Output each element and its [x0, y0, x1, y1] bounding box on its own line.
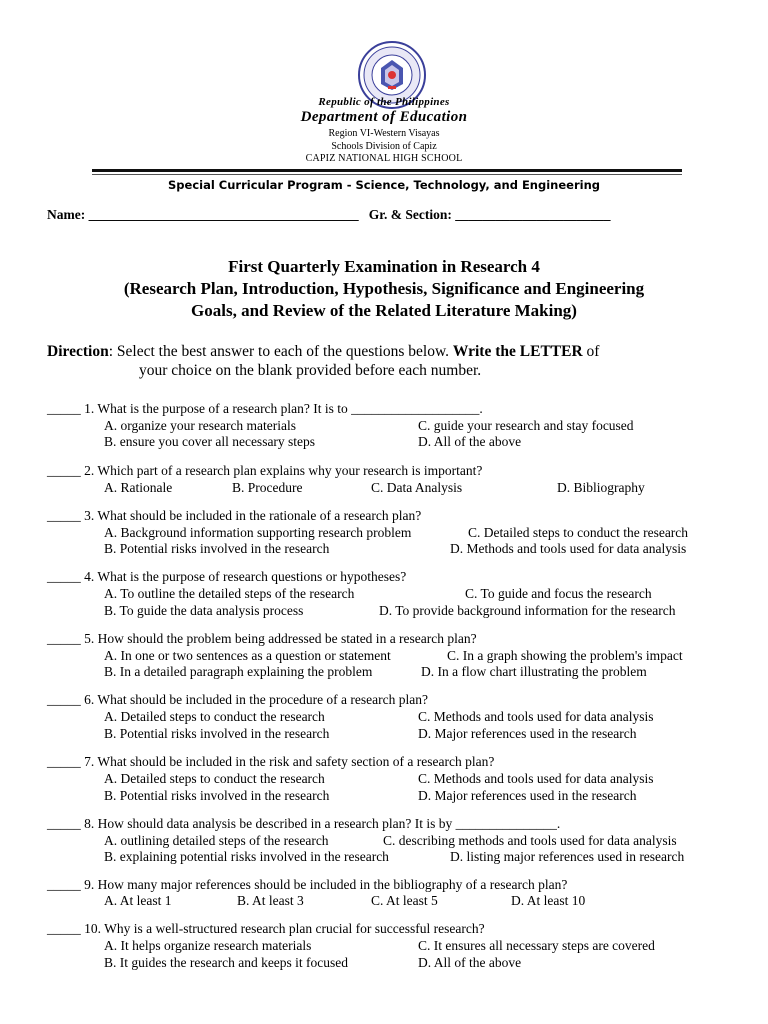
q4-option-c: C. To guide and focus the research [465, 586, 652, 601]
question-3: _____ 3. What should be included in the rationale of a research plan? [47, 508, 422, 523]
direction-body: : Select the best answer to each of the questions below. [108, 343, 453, 360]
question-2: _____ 2. Which part of a research plan explains why your research is important? [47, 463, 483, 478]
student-info-line [47, 207, 610, 223]
q2-option-d: D. Bibliography [557, 480, 645, 495]
q7-option-b: B. Potential risks involved in the research [104, 788, 330, 803]
region-line: Region VI-Western Visayas [328, 128, 440, 139]
header-divider [92, 169, 682, 172]
q3-option-b: B. Potential risks involved in the research [104, 541, 330, 556]
q7-option-d: D. Major references used in the research [418, 788, 637, 803]
question-9: _____ 9. How many major references should be included in the bibliography of a research plan? [47, 877, 568, 892]
q10-option-c: C. It ensures all necessary steps are covered [418, 938, 655, 953]
q7-option-c: C. Methods and tools used for data analysis [418, 771, 654, 786]
question-6: _____ 6. What should be included in the procedure of a research plan? [47, 692, 428, 707]
q5-option-d: D. In a flow chart illustrating the problem [421, 664, 647, 679]
question-8: _____ 8. How should data analysis be described in a research plan? It is by _______________. [47, 816, 561, 831]
department-heading: Department of Education [300, 109, 468, 125]
question-10: _____ 10. Why is a well-structured research plan crucial for successful research? [47, 921, 485, 936]
q4-option-b: B. To guide the data analysis process [104, 603, 304, 618]
program-title: Special Curricular Program - Science, Technology, and Engineering [168, 178, 600, 192]
q1-option-d: D. All of the above [418, 434, 522, 449]
q5-option-b: B. In a detailed paragraph explaining the problem [104, 664, 373, 679]
exam-subtitle-line1: (Research Plan, Introduction, Hypothesis, Significance and Engineering [123, 279, 645, 298]
q10-option-b: B. It guides the research and keeps it focused [104, 955, 349, 970]
q3-option-c: C. Detailed steps to conduct the research [468, 525, 689, 540]
q1-option-a: A. organize your research materials [104, 418, 297, 433]
exam-subtitle-line2: Goals, and Review of the Related Literature Making) [191, 301, 577, 320]
q9-option-d: D. At least 10 [511, 893, 586, 908]
q5-option-c: C. In a graph showing the problem's impact [447, 648, 683, 663]
direction-text [47, 343, 599, 361]
q10-option-d: D. All of the above [418, 955, 522, 970]
q6-option-c: C. Methods and tools used for data analysis [418, 709, 654, 724]
q9-option-b: B. At least 3 [237, 893, 304, 908]
q1-option-c: C. guide your research and stay focused [418, 418, 634, 433]
direction-emphasis: Write the LETTER [452, 343, 583, 360]
q6-option-d: D. Major references used in the research [418, 726, 637, 741]
question-5: _____ 5. How should the problem being addressed be stated in a research plan? [47, 631, 477, 646]
direction-text-line2: your choice on the blank provided before each number. [139, 362, 482, 379]
q2-option-c: C. Data Analysis [371, 480, 463, 495]
q2-option-b: B. Procedure [232, 480, 303, 495]
direction-label: Direction [47, 343, 109, 360]
q7-option-a: A. Detailed steps to conduct the research [104, 771, 325, 786]
header-divider-thin [92, 174, 682, 175]
q8-option-b: B. explaining potential risks involved in the research [104, 849, 389, 864]
question-1: _____ 1. What is the purpose of a research plan? It is to ___________________. [47, 401, 483, 416]
direction-body-end: of [582, 343, 600, 360]
name-field[interactable]: Name: ________________________________________ [47, 207, 359, 222]
q5-option-a: A. In one or two sentences as a question or statement [104, 648, 391, 663]
q10-option-a: A. It helps organize research materials [104, 938, 312, 953]
q9-option-c: C. At least 5 [371, 893, 438, 908]
q1-option-b: B. ensure you cover all necessary steps [104, 434, 316, 449]
q6-option-a: A. Detailed steps to conduct the research [104, 709, 325, 724]
q8-option-c: C. describing methods and tools used for data analysis [383, 833, 677, 848]
school-name: CAPIZ NATIONAL HIGH SCHOOL [305, 153, 463, 164]
q9-option-a: A. At least 1 [104, 893, 172, 908]
q2-option-a: A. Rationale [104, 480, 173, 495]
q4-option-d: D. To provide background information for the research [379, 603, 676, 618]
exam-title: First Quarterly Examination in Research 4 [228, 257, 540, 276]
q8-option-d: D. listing major references used in research [450, 849, 685, 864]
section-field[interactable]: Gr. & Section: _______________________ [368, 207, 611, 222]
q8-option-a: A. outlining detailed steps of the research [104, 833, 329, 848]
q4-option-a: A. To outline the detailed steps of the research [104, 586, 355, 601]
q3-option-a: A. Background information supporting research problem [104, 525, 412, 540]
q6-option-b: B. Potential risks involved in the research [104, 726, 330, 741]
question-4: _____ 4. What is the purpose of research questions or hypotheses? [47, 569, 407, 584]
republic-heading: Republic of the Philippines [318, 96, 450, 108]
question-7: _____ 7. What should be included in the risk and safety section of a research plan? [47, 754, 495, 769]
q3-option-d: D. Methods and tools used for data analysis [450, 541, 687, 556]
division-line: Schools Division of Capiz [331, 141, 437, 152]
